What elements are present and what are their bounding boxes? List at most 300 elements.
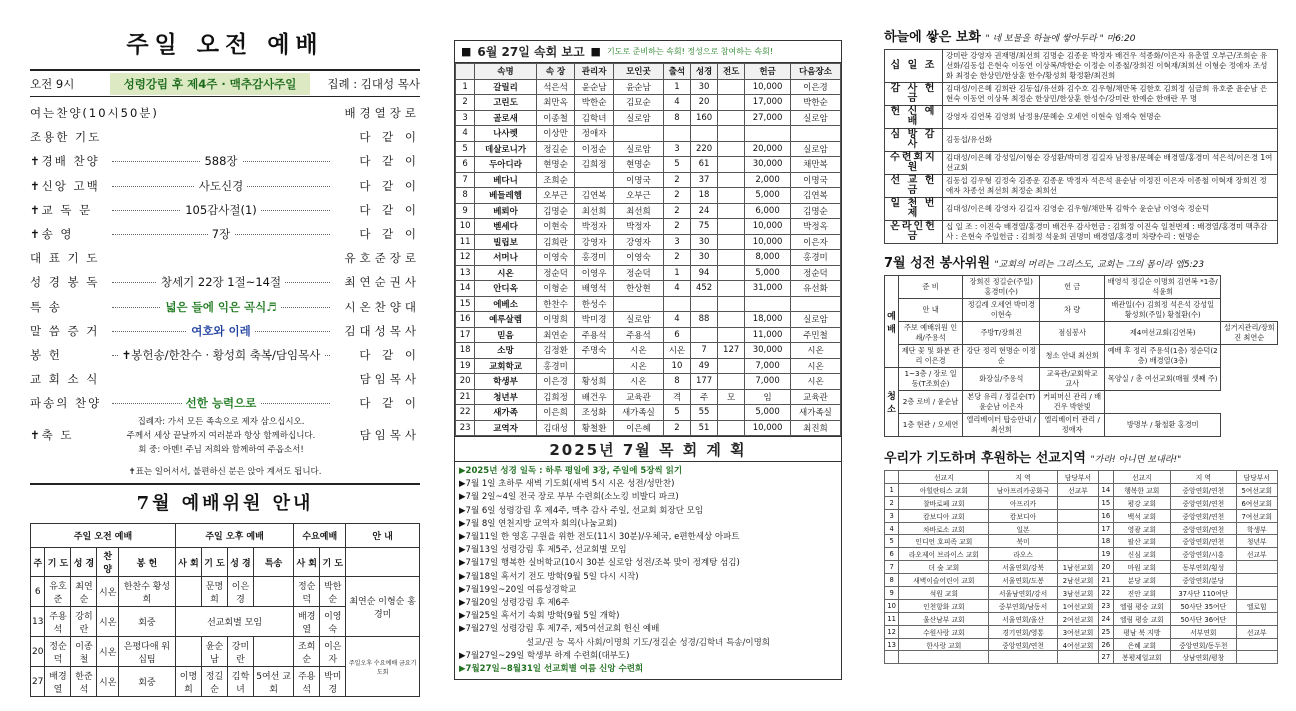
table-cell: 동부연회/횡성 (1171, 561, 1236, 574)
table-cell: 주민철 (790, 327, 840, 343)
table-cell: 50사단 35여단 (1171, 599, 1236, 612)
column-header: 특송 (253, 548, 293, 577)
order-row (30, 319, 420, 343)
table-cell: 배경열 (294, 607, 320, 637)
table-cell: 행복한 교회 (1113, 483, 1171, 496)
volunteer-cell: 점심봉사 (1040, 322, 1105, 345)
table-cell: 17 (1099, 522, 1113, 535)
table-cell: 10,000 (745, 219, 791, 235)
table-cell: 27 (31, 667, 45, 697)
order-row (30, 222, 420, 246)
table-cell: 이명희 (175, 667, 201, 697)
table-row (885, 522, 1278, 535)
table-cell: 127 (718, 343, 745, 359)
table-cell: 데살로니가 (475, 141, 536, 157)
table-cell: 2 (663, 188, 690, 204)
table-cell: 실로암 (613, 141, 663, 157)
volunteer-row (885, 345, 1278, 368)
table-cell: 3남선교회 (1057, 587, 1098, 600)
column-header: 출석 (663, 64, 690, 80)
table-cell: 서울연회/도봉 (989, 574, 1057, 587)
table-cell: 서울연회/울산 (989, 612, 1057, 625)
order-item-person: 다 같 이 (359, 347, 420, 362)
table-row (456, 296, 841, 312)
order-item-content: 선한 능력으로 (182, 395, 261, 411)
table-cell: 이은경 (227, 577, 253, 607)
table-cell: 이명국 (790, 172, 840, 188)
order-item-person: 배경열장로 (344, 106, 420, 121)
table-row (456, 79, 841, 95)
order-item-middle (112, 323, 330, 339)
table-cell: 이정순 (575, 141, 614, 157)
table-cell: 이현숙 (536, 219, 575, 235)
offering-names: 십 일 조 : 이진숙 배경열/홍경미 배건우 감사헌금 : 김희정 이진숙 일천번제 : 배경열/홍경미 맥추감사 : 은현숙 주일헌금 : 김희정 석윤희 권명미 배경열/홍경미 차량수리 : 현명순 (943, 221, 1278, 244)
table-cell: 11,000 (745, 327, 791, 343)
table-cell: 중앙연회/연천 (1171, 522, 1236, 535)
order-item-middle (112, 178, 330, 194)
table-cell (718, 157, 745, 173)
table-cell: 청년부 (1236, 535, 1277, 548)
volunteer-cell: 주보 예배위원 인쇄/주용석 (899, 322, 963, 345)
square-icon: ■ (461, 45, 472, 58)
table-cell: 캄보디아 교회 (899, 509, 989, 522)
table-cell (745, 296, 791, 312)
table-cell: 2 (663, 250, 690, 266)
table-cell: 13 (456, 265, 475, 281)
table-cell: 오부근 (536, 188, 575, 204)
mission-title: 우리가 기도하며 후원하는 선교지역 (884, 451, 1086, 466)
order-item-person: 유호준장로 (344, 251, 420, 266)
table-cell: 최선희 (575, 203, 614, 219)
order-item-name: 봉 헌 (30, 347, 62, 362)
workers-title: 7월 예배위원 안내 (136, 493, 314, 515)
table-cell: 160 (691, 110, 718, 126)
volunteer-heading (884, 252, 1278, 271)
column-header: 주 (31, 548, 45, 577)
table-cell: 5여선교회 (1236, 483, 1277, 496)
volunteer-verse: "교회의 머리는 그리스도, 교회는 그의 몸이라 엡5:23 (994, 260, 1205, 270)
table-cell: 엘림 평승 교회 (1113, 612, 1171, 625)
table-cell: 1 (663, 79, 690, 95)
table-cell: 30 (691, 79, 718, 95)
table-cell: 수원사랑 교회 (899, 625, 989, 638)
table-cell: 봉평제일교회 (1113, 651, 1171, 664)
table-cell: 시온 (97, 637, 118, 667)
table-cell: 교육관 (613, 389, 663, 405)
column-header: 관리자 (575, 64, 614, 80)
table-cell: 최연순 (536, 327, 575, 343)
table-cell: 10,000 (745, 234, 791, 250)
order-item-content: 105감사절(1) (181, 202, 261, 218)
table-row (885, 535, 1278, 548)
column-header: 속명 (475, 64, 536, 80)
table-cell: 중앙연회/연천 (1171, 509, 1236, 522)
table-cell: 16 (456, 312, 475, 328)
column-header: 다음장소 (790, 64, 840, 80)
table-cell: 18 (456, 343, 475, 359)
table-cell: 평강 교회 (1113, 496, 1171, 509)
table-cell (989, 651, 1057, 664)
order-row (30, 101, 420, 125)
table-cell (575, 172, 614, 188)
table-cell: 6 (456, 157, 475, 173)
offering-category: 온라인헌금 (885, 221, 943, 244)
table-cell: 7,000 (745, 358, 791, 374)
table-cell: 평남 북 지방 (1113, 625, 1171, 638)
table-cell: 9 (456, 203, 475, 219)
table-cell: 16 (1099, 509, 1113, 522)
table-cell: 61 (691, 157, 718, 173)
table-cell: 6 (31, 577, 45, 607)
order-item-middle (112, 202, 330, 218)
table-cell: 3 (885, 509, 899, 522)
table-cell: 라오제이 브라이스 교회 (899, 548, 989, 561)
presider: 집례 : 김대성 목사 (327, 76, 420, 91)
table-cell: 은혜 교회 (1113, 638, 1171, 651)
table-cell: 55 (691, 405, 718, 421)
column-header: 찬 양 (97, 548, 118, 577)
table-cell: 실로암 (790, 110, 840, 126)
guide-cell: 최연순 이형순 홍경미 (346, 577, 420, 637)
table-row (456, 358, 841, 374)
offering-names: 김대성/이은혜 강영자 김길자 김영순 김우형/채만복 김학수 윤순남 이영숙 정순덕 (943, 198, 1278, 221)
volunteer-cell: 배영석 정길순 이명희 김연복 *1층/석윤희 (1104, 276, 1221, 299)
table-cell: 8,000 (745, 250, 791, 266)
table-cell (175, 577, 201, 607)
bless-line: 주께서 세상 끝날까지 여러분과 항상 함께하십니다. (126, 431, 316, 442)
table-cell: 갈릴리 (475, 79, 536, 95)
order-item-middle (112, 274, 330, 290)
table-cell: 유호준 (45, 577, 71, 607)
order-row (30, 174, 420, 198)
table-cell (613, 296, 663, 312)
table-cell: 서울남연회/강서 (989, 587, 1057, 600)
table-cell: 새가족실 (790, 405, 840, 421)
workers-table (30, 523, 420, 697)
plan-item: ▶7월 6일 성령강림 후 제4주, 맥추 감사 주일, 선교회 회장단 모임 (459, 505, 704, 516)
table-row (456, 219, 841, 235)
table-cell (613, 126, 663, 142)
table-cell (718, 281, 745, 297)
volunteer-cell: 설거지관리/장희진 최연순 (1221, 322, 1278, 345)
table-cell: 아힐란티스 교회 (899, 483, 989, 496)
order-item-name: 여는찬양(10시50분) (30, 106, 159, 121)
table-cell: 김대성 (536, 420, 575, 436)
offering-names: 강영자 김연복 김영희 남정용/문혜순 오세연 이현숙 임재숙 현명순 (943, 106, 1278, 129)
mission-verse: "가라! 아니면 보내라!" (1090, 455, 1182, 465)
table-row (456, 405, 841, 421)
table-cell: 선교부 (1057, 483, 1098, 496)
table-cell: 15 (456, 296, 475, 312)
table-cell (718, 188, 745, 204)
table-cell: 김학녀 (227, 667, 253, 697)
table-row (885, 548, 1278, 561)
table-cell: 주 (691, 389, 718, 405)
volunteer-row (885, 414, 1278, 437)
service-title: 주일 오전 예배 (30, 20, 420, 71)
table-cell: 4 (663, 312, 690, 328)
order-of-service (30, 101, 420, 415)
table-cell: 1 (885, 483, 899, 496)
table-cell (1236, 651, 1277, 664)
table-cell: 30 (691, 250, 718, 266)
standing-note: ✝표는 일어서서, 불편하신 분은 앉아 계셔도 됩니다. (30, 465, 420, 485)
offering-names: 김대성/이은혜 김희란 김동섭/유선화 김수호 김우형/채만복 김한호 김희정 심금희 유호준 윤순남 은현숙 이동연 이상복 최정순 한상민/한상훈 한성수/강미란 한예순 한애란 무 명 (943, 83, 1278, 106)
volunteer-side: 청소 (885, 368, 899, 437)
table-cell: 2 (663, 420, 690, 436)
column-header: 담당부서 (1236, 471, 1277, 484)
table-row (885, 561, 1278, 574)
table-cell: 22 (1099, 587, 1113, 600)
table-cell (691, 126, 718, 142)
table-cell (718, 296, 745, 312)
table-cell: 13 (885, 638, 899, 651)
table-row (456, 389, 841, 405)
column-header: 속 장 (536, 64, 575, 80)
table-cell: 김연복 (575, 188, 614, 204)
plan-item: ▶7월25일 혹서기 속회 방학(9월 5일 개학) (459, 611, 620, 622)
column-header: 모인곳 (613, 64, 663, 80)
table-cell (1236, 638, 1277, 651)
volunteer-cell: 배관일(수) 김희정 석은석 강성일 황성희(주일) 황철환(수) (1104, 299, 1221, 322)
report-hint: 기도로 준비하는 속회! 정성으로 참여하는 속회! (606, 47, 773, 56)
volunteer-cell: 차 량 (1040, 299, 1105, 322)
plan-item: ▶7월27일 성령강림 후 제7주, 제5여선교회 헌신 예배 (459, 624, 660, 635)
table-cell: 7여선교회 (1236, 509, 1277, 522)
table-cell: 한찬수 (536, 296, 575, 312)
table-cell: 벧세다 (475, 219, 536, 235)
plan-item: ▶7월27일~29일 학생부 하계 수련회(대부도) (459, 650, 630, 661)
cell-report-box (454, 40, 842, 680)
table-cell: 1여선교회 (1057, 599, 1098, 612)
table-cell: 4 (456, 126, 475, 142)
table-cell: 팔산 교회 (1113, 535, 1171, 548)
table-cell: 예루살렘 (475, 312, 536, 328)
table-cell (1057, 548, 1098, 561)
table-cell: 선교부 (1236, 625, 1277, 638)
table-cell: 현명순 (536, 157, 575, 173)
table-cell: 8 (663, 374, 690, 390)
table-cell (718, 203, 745, 219)
table-cell: 5 (663, 405, 690, 421)
table-cell: 서부연회 (1171, 625, 1236, 638)
table-cell: 8 (663, 110, 690, 126)
treasure-title: 하늘에 쌓은 보화 (884, 30, 981, 45)
column-header: 봉 헌 (118, 548, 175, 577)
table-row (885, 574, 1278, 587)
volunteer-cell: 강단 정리 현명순 이정순 (963, 345, 1040, 368)
table-cell (1057, 535, 1098, 548)
order-item-content: 7장 (208, 226, 234, 242)
table-cell: 실로암 (790, 312, 840, 328)
table-cell: 문명희 (201, 577, 227, 607)
order-row (30, 367, 420, 391)
benediction-row (30, 415, 420, 455)
report-header (455, 41, 841, 63)
table-cell (1236, 587, 1277, 600)
table-row (456, 203, 841, 219)
table-cell (718, 327, 745, 343)
table-cell: 베뢰아 (475, 203, 536, 219)
table-cell: 찰바로페 교회 (899, 496, 989, 509)
order-row (30, 343, 420, 367)
table-cell: 경기연회/영통 (989, 625, 1057, 638)
middle-panel (446, 0, 850, 711)
table-cell: 12 (885, 625, 899, 638)
plan-item: ▶7월17일 행복한 실버학교(10시 30분 실로암 성전/조복 맞이 정계탕 섬김) (459, 558, 740, 569)
table-cell: 더 숲 교회 (899, 561, 989, 574)
group-header: 수요예배 (294, 524, 346, 548)
column-header: 기 도 (45, 548, 71, 577)
table-cell: 이명희 (536, 312, 575, 328)
table-cell: 4 (663, 281, 690, 297)
volunteer-cell: 엘리베이터 탑승안내 / 최선희 (963, 414, 1040, 437)
right-panel (862, 0, 1296, 711)
table-cell: 한사랑 교회 (899, 638, 989, 651)
table-row (885, 599, 1278, 612)
benediction-text (112, 414, 330, 456)
column-header: 담당부서 (1057, 471, 1098, 484)
table-cell: 강미란 (227, 637, 253, 667)
table-cell (691, 327, 718, 343)
volunteer-row (885, 276, 1278, 299)
table-cell: 라오스 (989, 548, 1057, 561)
table-cell: 조성화 (575, 405, 614, 421)
table-cell (1236, 574, 1277, 587)
table-cell (718, 234, 745, 250)
column-header: 성경 (691, 64, 718, 80)
table-cell: 21 (456, 389, 475, 405)
table-cell: 27 (1099, 651, 1113, 664)
table-cell: 5,000 (745, 405, 791, 421)
order-row (30, 149, 420, 173)
table-cell (718, 265, 745, 281)
offering-category: 일 천 번 제 (885, 198, 943, 221)
table-cell: 진안 교회 (1113, 587, 1171, 600)
table-cell: 4여선교회 (1057, 638, 1098, 651)
mission-table (884, 470, 1278, 664)
table-cell: 18,000 (745, 312, 791, 328)
table-cell: 7 (691, 343, 718, 359)
table-cell (745, 126, 791, 142)
table-cell (1057, 522, 1098, 535)
table-cell: 22 (456, 405, 475, 421)
table-cell: 실로암 (613, 110, 663, 126)
table-cell: 엘로힘 (1236, 599, 1277, 612)
column-header: 성 경 (227, 548, 253, 577)
table-row (456, 110, 841, 126)
table-cell: 10 (456, 219, 475, 235)
order-item-middle (112, 347, 330, 363)
table-cell: 신심 교회 (1113, 548, 1171, 561)
table-cell: 이은경 (536, 374, 575, 390)
table-cell: 중앙연회/연천 (1171, 535, 1236, 548)
table-cell: 새가족 (475, 405, 536, 421)
order-item-middle (112, 299, 330, 315)
table-cell: 중앙연회/동두천 (1171, 638, 1236, 651)
order-item-name: 특 송 (30, 299, 62, 314)
volunteer-cell: 2층 로비 / 윤순남 (899, 391, 963, 414)
table-cell (718, 358, 745, 374)
table-cell: 1 (663, 265, 690, 281)
guide-col-cell (346, 548, 420, 577)
table-row (885, 587, 1278, 600)
service-header (30, 71, 420, 97)
offering-category: 헌 신 예 배 (885, 106, 943, 129)
order-row (30, 270, 420, 294)
table-cell: 중앙연회/연천 (1171, 483, 1236, 496)
order-row (30, 295, 420, 319)
table-cell: 학생부 (475, 374, 536, 390)
plan-item: ▶7월27일~8월31일 선교회별 여름 신앙 수련회 (459, 664, 644, 675)
table-cell: 94 (691, 265, 718, 281)
table-cell (718, 374, 745, 390)
column-header (885, 471, 899, 484)
table-cell: 시온 (97, 607, 118, 637)
table-cell: 회중 (118, 667, 175, 697)
column-header: 성 경 (71, 548, 97, 577)
table-cell (718, 250, 745, 266)
table-cell: 서머나 (475, 250, 536, 266)
order-item-middle (112, 226, 330, 242)
table-cell (1057, 509, 1098, 522)
table-cell: 고린도 (475, 95, 536, 111)
order-row (30, 246, 420, 270)
table-cell: 홍경미 (575, 250, 614, 266)
volunteer-cell: 정길례 오세연 박미경 이현숙 (963, 299, 1040, 322)
volunteer-title: 7월 성전 봉사위원 (884, 256, 991, 271)
table-cell: 5 (663, 157, 690, 173)
table-cell: 박한순 (575, 95, 614, 111)
order-item-center (112, 347, 330, 363)
table-cell: 나사렛 (475, 126, 536, 142)
table-cell: 20 (456, 374, 475, 390)
order-item-name: ✝경배 찬양 (30, 154, 100, 169)
table-row (456, 327, 841, 343)
table-cell: 14 (1099, 483, 1113, 496)
table-cell: 7 (456, 172, 475, 188)
column-header: 지 역 (1171, 471, 1236, 484)
table-row (456, 157, 841, 173)
table-cell: 21 (1099, 574, 1113, 587)
table-row (456, 281, 841, 297)
offering-category: 선 교 헌 금 (885, 175, 943, 198)
table-cell: 정길순 (201, 667, 227, 697)
table-cell: 이영우 (575, 265, 614, 281)
table-cell (718, 141, 745, 157)
table-row (885, 483, 1278, 496)
volunteer-row (885, 299, 1278, 322)
order-item-person: 다 같 이 (359, 202, 420, 217)
table-cell: 주명숙 (575, 343, 614, 359)
cell-report-table (455, 63, 841, 436)
plan-item: ▶7월 2일~4일 전국 장로 부부 수련회(소노킹 비발디 파크) (459, 492, 679, 503)
table-cell: 51 (691, 420, 718, 436)
order-item-name: 대 표 기 도 (30, 251, 100, 266)
table-cell: 시온 (663, 343, 690, 359)
table-cell: 실로암 (613, 312, 663, 328)
offerings-table (884, 49, 1278, 244)
order-item-person: 다 같 이 (359, 178, 420, 193)
table-cell: 75 (691, 219, 718, 235)
order-item-middle (112, 153, 330, 169)
table-cell: 5,000 (745, 188, 791, 204)
table-cell: 최진희 (790, 420, 840, 436)
table-cell: 중앙연회/연천 (989, 638, 1057, 651)
table-cell: 2남선교회 (1057, 574, 1098, 587)
order-item-person: 다 같 이 (359, 154, 420, 169)
table-cell (718, 405, 745, 421)
